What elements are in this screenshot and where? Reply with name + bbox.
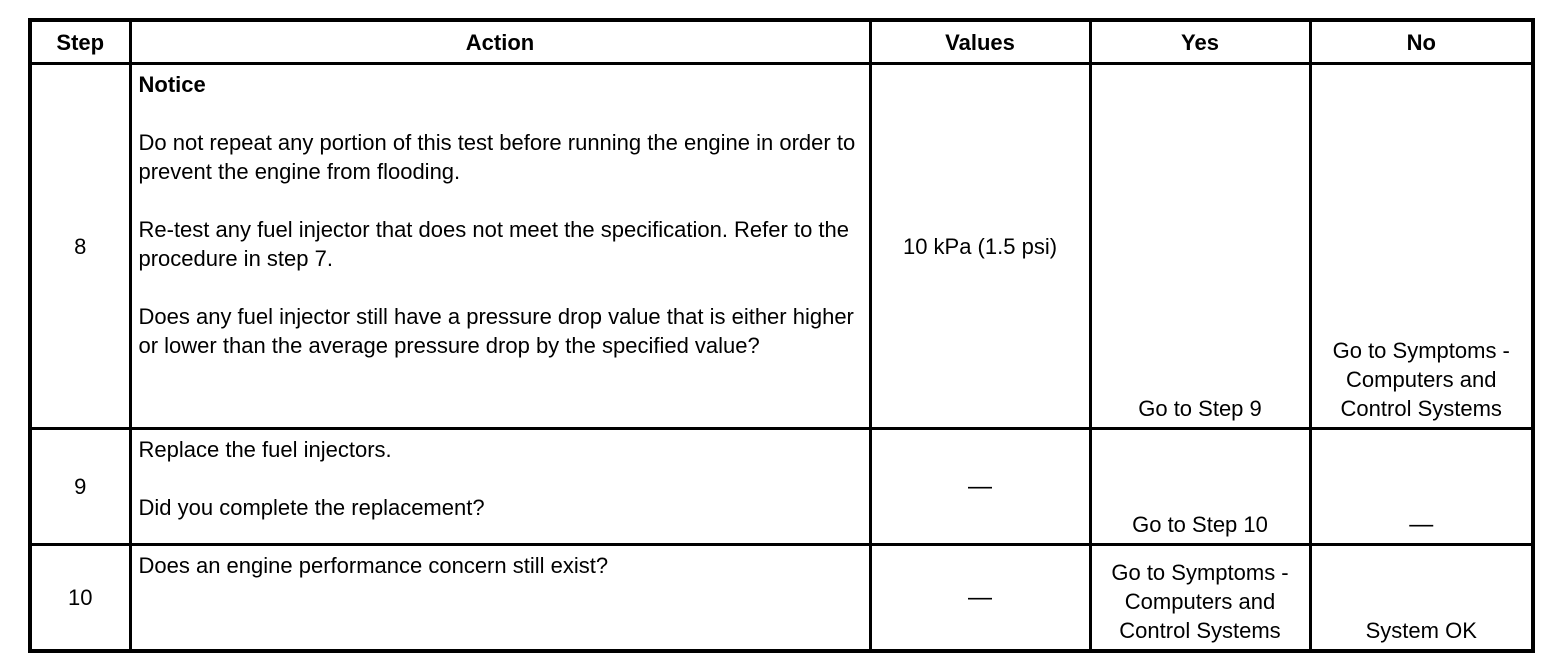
step-number: 10 [30, 545, 130, 652]
dash-value: — [1409, 511, 1434, 538]
header-step: Step [30, 20, 130, 64]
values-cell [870, 545, 1090, 652]
action-text: Re-test any fuel injector that does not meet the specification. Refer to the procedure in step 7. [138, 217, 849, 271]
yes-cell: Go to Step 10 [1090, 429, 1310, 545]
yes-cell: Go to Symptoms - Computers and Control Systems [1090, 545, 1310, 652]
table-row-step-8 [30, 64, 1533, 429]
header-action: Action [130, 20, 870, 64]
table-row-step-10 [30, 545, 1533, 652]
table-row-step-9 [30, 429, 1533, 545]
dash-value: — [968, 473, 992, 500]
dash-value: — [968, 584, 992, 611]
action-question: Does an engine performance concern still exist? [138, 553, 609, 578]
step-number: 8 [30, 64, 130, 429]
action-cell [130, 64, 870, 429]
step-number: 9 [30, 429, 130, 545]
action-text: Replace the fuel injectors. [138, 437, 392, 462]
notice-heading: Notice [138, 72, 206, 97]
values-cell [870, 429, 1090, 545]
header-yes: Yes [1090, 20, 1310, 64]
values-cell: 10 kPa (1.5 psi) [870, 64, 1090, 429]
no-cell: Go to Symptoms - Computers and Control Systems [1310, 64, 1533, 429]
header-no: No [1310, 20, 1533, 64]
diagnostic-table [28, 18, 1535, 653]
header-values: Values [870, 20, 1090, 64]
action-cell [130, 545, 870, 652]
no-cell [1310, 429, 1533, 545]
yes-cell: Go to Step 9 [1090, 64, 1310, 429]
action-cell [130, 429, 870, 545]
action-text: Do not repeat any portion of this test before running the engine in order to prevent the engine from flooding. [138, 130, 856, 184]
action-question: Did you complete the replacement? [138, 495, 485, 520]
header-row [30, 20, 1533, 64]
action-question: Does any fuel injector still have a pressure drop value that is either higher or lower than the average pressure drop by the specified value? [138, 304, 854, 358]
no-cell: System OK [1310, 545, 1533, 652]
